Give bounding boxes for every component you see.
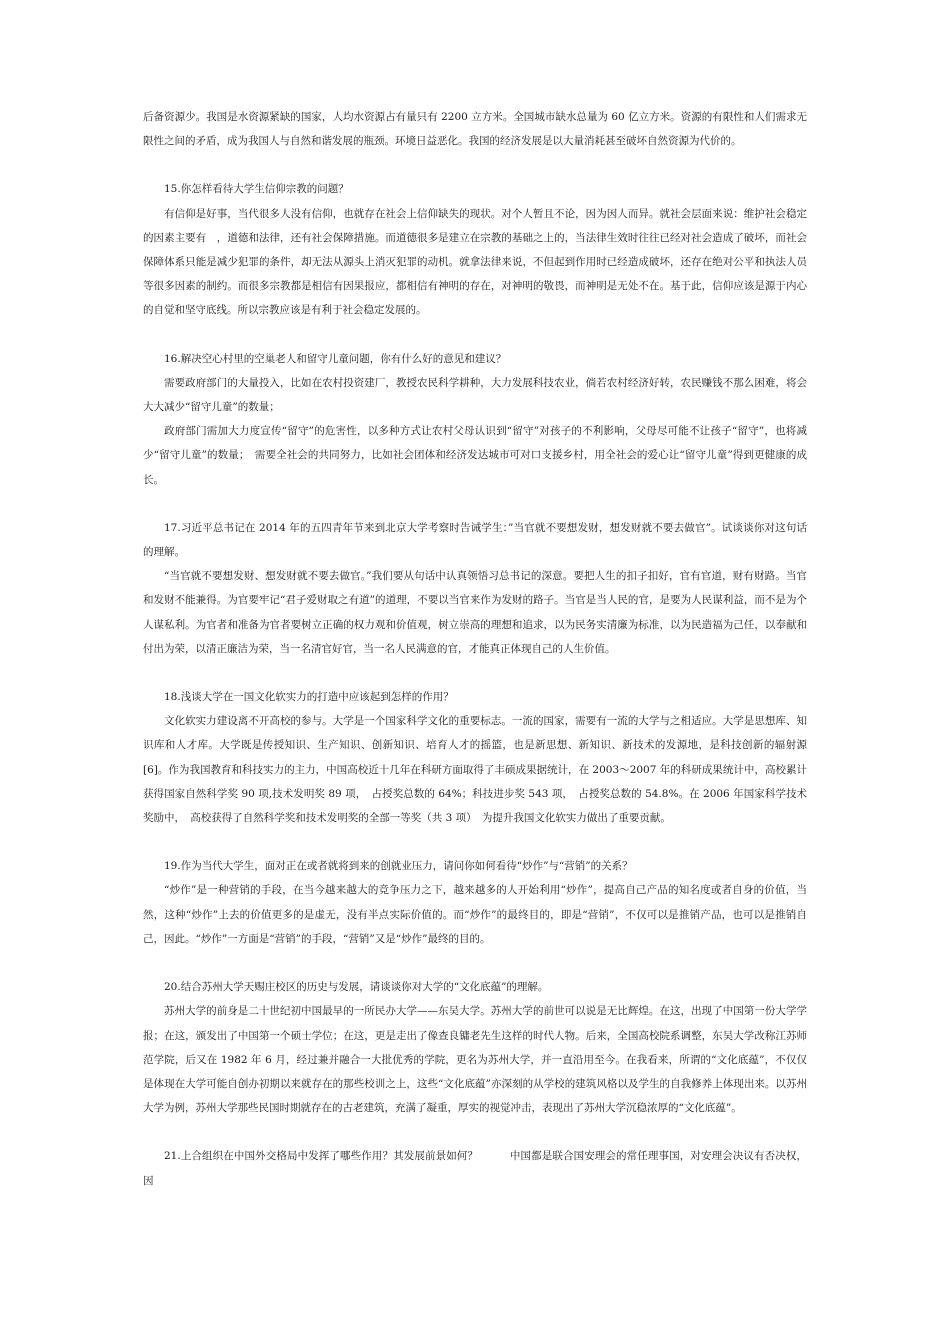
- section-15: [143, 177, 807, 322]
- question-heading: 15.你怎样看待大学生信仰宗教的问题？: [164, 183, 349, 196]
- intro-block: [143, 105, 807, 153]
- answer-paragraph: “炒作”是一种营销的手段，在当今越来越大的竞争压力之下，越来越多的人开始利用“炒作”，提高自己产品的知名度或者自身的价值，当然，这种“炒作”上去的价值更多的是虚无，没有半点实际价值的。而“炒作”的最终目的，即是“营销”，不仅可以是推销产品，也可以是推销自己，因此。“炒作”一方面是“营销”的手段，“营销”又是“炒作”最终的目的。: [143, 884, 807, 945]
- answer-paragraph: “当官就不要想发财、想发财就不要去做官。”我们要从句话中认真领悟习总书记的深意。要把人生的扣子扣好，官有官道，财有财路。当官和发财不能兼得。为官要牢记“君子爱财取之有道”的道理，不要以当官来作为发财的路子。当官是当人民的官，是要为人民谋利益，而不是为个人谋私利。为官者和准备为官者要树立正确的权力观和价值观，树立崇高的理想和追求，以为民务实清廉为标准，以为民造福为己任，以奉献和付出为荣，以清正廉洁为荣，当一名清官好官，当一名人民满意的官，才能真正体现自己的人生价值。: [143, 570, 807, 655]
- section-21: [143, 1144, 807, 1192]
- answer-paragraph: 苏州大学的前身是二十世纪初中国最早的一所民办大学——东吴大学。苏州大学的前世可以说是无比辉煌。在这，出现了中国第一份大学学报；在这，颁发出了中国第一个硕士学位；在这，更是走出了像查良镛老先生这样的时代人物。后来，全国高校院系调整，东吴大学改称江苏师范学院，后又在 1982 年 6 月，经过兼并融合一大批优秀的学院，更名为苏州大学，并一直沿用至今。在我看来，所谓的“文化底蕴”，不仅仅是体现在大学可能自创办初期以来就存在的那些校训之上，这些“文化底蕴”亦深刻的从学校的建筑风格以及学生的自我修养上体现出来。以苏州大学为例，苏州大学那些民国时期就存在的古老建筑，充满了凝重，厚实的视觉冲击，表现出了苏州大学沉稳浓厚的“文化底蕴”。: [143, 1005, 807, 1115]
- section-18: [143, 685, 807, 830]
- document-page: [143, 105, 807, 1217]
- question-heading: 19.作为当代大学生，面对正在或者就将到来的创就业压力，请问你如何看待“炒作”与“营销”的关系？: [164, 860, 633, 873]
- answer-paragraph: 有信仰是好事，当代很多人没有信仰，也就存在社会上信仰缺失的现状。对个人暂且不论，因为因人而异。就社会层面来说：维护社会稳定的因素主要有 ，道德和法律，还有社会保障措施。而道德很多是建立在宗教的基础之上的，当法律生效时往往已经对社会造成了破坏，而社会保障体系只能是减少犯罪的条件，却无法从源头上消灭犯罪的动机。就拿法律来说，不但起到作用时已经造成破坏，还存在绝对公平和执法人员等很多因素的制约。而很多宗教都是相信有因果报应，都相信有神明的存在，对神明的敬畏，而神明是无处不在。基于此，信仰应该是源于内心的自觉和坚守底线。所以宗教应该是有利于社会稳定发展的。: [143, 207, 807, 317]
- question-heading: 18.浅谈大学在一国文化软实力的打造中应该起到怎样的作用？: [164, 691, 454, 704]
- section-19: [143, 854, 807, 951]
- answer-paragraph: 文化软实力建设离不开高校的参与。大学是一个国家科学文化的重要标志。一流的国家，需要有一流的大学与之相适应。大学是思想库、知识库和人才库。大学既是传授知识、生产知识、创新知识、培育人才的摇篮，也是新思想、新知识、新技术的发源地，是科技创新的辐射源 [6]。作为我国教育和科技实力的主力，中国高校近十几年在科研方面取得了丰硕成果据统计，在 2003～2007 年的科研成果统计中，高校累计获得国家自然科学奖 90 项,技术发明奖 89 项， 占授奖总数的 64%；科技进步奖 543 项， 占授奖总数的 54.8%。在 2006 年国家科学技术奖励中， 高校获得了自然科学奖和技术发明奖的全部一等奖（共 3 项） 为提升我国文化软实力做出了重要贡献。: [143, 715, 807, 825]
- section-17: [143, 516, 807, 661]
- question-heading: 17.习近平总书记在 2014 年的五四青年节来到北京大学考察时告诫学生：”当官就不要想发财，想发财就不要去做官”。试谈谈你对这句话的理解。: [143, 521, 807, 559]
- question-heading: 20.结合苏州大学天赐庄校区的历史与发展，请谈谈你对大学的“文化底蕴”的理解。: [164, 981, 549, 994]
- question-heading: 21.上合组织在中国外交格局中发挥了哪些作用？其发展前景如何？ 中国都是联合国安理会的常任理事国，对安理会决议有否决权，因: [143, 1150, 807, 1187]
- answer-paragraph: 需要政府部门的大量投入，比如在农村投资建厂，教授农民科学耕种，大力发展科技农业，倘若农村经济好转，农民赚钱不那么困难，将会大大减少“留守儿童”的数量；: [143, 376, 807, 414]
- section-16: [143, 347, 807, 492]
- answer-paragraph: 政府部门需加大力度宣传“留守”的危害性，以多种方式让农村父母认识到“留守”对孩子的不利影响，父母尽可能不让孩子“留守”，也将减少“留守儿童”的数量； 需要全社会的共同努力，比如社会团体和经济发达城市可对口支援乡村，用全社会的爱心让“留守儿童”得到更健康的成长。: [143, 425, 807, 486]
- section-20: [143, 975, 807, 1120]
- intro-paragraph: 后备资源少。我国是水资源紧缺的国家，人均水资源占有量只有 2200 立方米。全国城市缺水总量为 60 亿立方米。资源的有限性和人们需求无限性之间的矛盾，成为我国人与自然和谐发展的瓶颈。环境日益恶化。我国的经济发展是以大量消耗甚至破坏自然资源为代价的。: [143, 111, 807, 148]
- question-heading: 16.解决空心村里的空巢老人和留守儿童问题，你有什么好的意见和建议？: [164, 352, 507, 365]
